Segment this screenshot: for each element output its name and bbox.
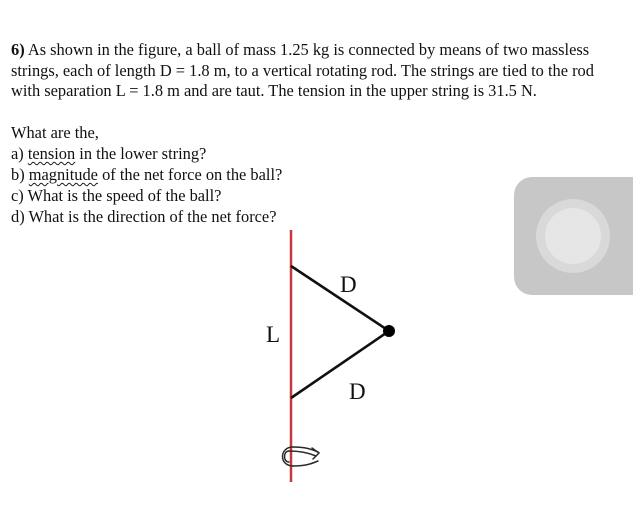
question-d: d) What is the direction of the net force? xyxy=(11,207,277,226)
assistive-touch-core xyxy=(545,208,601,264)
question-b-rest: of the net force on the ball? xyxy=(97,165,283,184)
assistive-touch-button[interactable] xyxy=(514,177,633,295)
question-a-prefix: a) xyxy=(11,144,28,163)
label-upper-string-d: D xyxy=(340,272,357,297)
questions-intro: What are the, xyxy=(11,123,99,142)
label-rod-separation-l: L xyxy=(266,322,281,347)
lower-string xyxy=(291,331,389,398)
question-a-rest: in the lower string? xyxy=(75,144,207,163)
label-lower-string-d: D xyxy=(349,379,366,404)
question-b-prefix: b) xyxy=(11,165,29,184)
assistive-touch-icon xyxy=(536,199,610,273)
spellcheck-word-magnitude: magnitude xyxy=(28,165,98,184)
problem-number: 6) xyxy=(11,40,25,59)
problem-text: As shown in the figure, a ball of mass 1.25 kg is connected by means of two massless strings, each of length D = 1.8 m, to a vertical rotating rod. The strings are tied to the rod with separation L = 1.8 m and are taut. The tension in the upper string is 31.5 N. xyxy=(11,40,594,100)
spellcheck-word-tension: tension xyxy=(27,144,76,163)
ball xyxy=(383,325,395,337)
question-c: c) What is the speed of the ball? xyxy=(11,186,222,205)
rotation-arrow-icon xyxy=(283,447,320,466)
